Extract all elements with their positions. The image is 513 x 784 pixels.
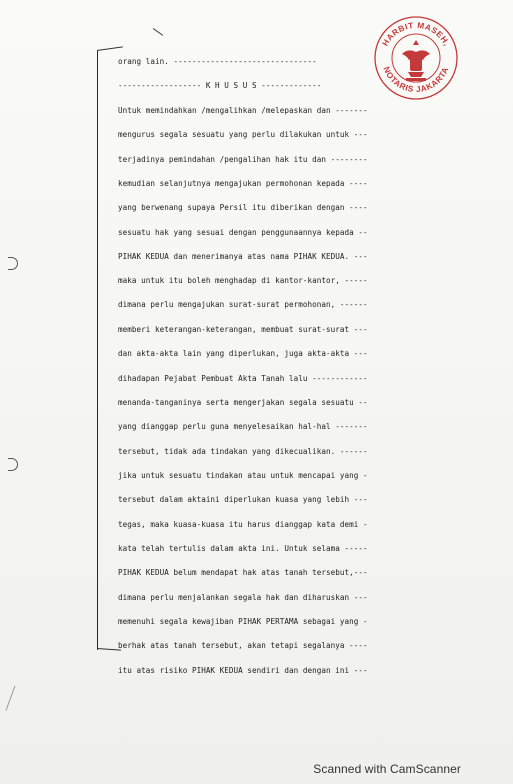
doc-line: PIHAK KEDUA dan menerimanya atas nama PIHAK KEDUA. --- [118,252,368,261]
doc-line: yang berwenang supaya Persil itu diberikan dengan ---- [118,203,368,212]
punch-hole-bottom [8,458,18,471]
doc-line: orang lain. ------------------------------- [118,57,317,66]
doc-line: dihadapan Pejabat Pembuat Akta Tanah lalu ------------ [118,374,368,383]
doc-line: mengurus segala sesuatu yang perlu dilakukan untuk --- [118,130,368,139]
seal-top-text: HARBIT MASEH, [380,20,452,48]
doc-line: kata telah tertulis dalam akta ini. Untuk selama ----- [118,544,368,553]
fold-crease [6,686,16,711]
doc-line: sesuatu hak yang sesuai dengan penggunaannya kepada -- [118,228,368,237]
camscanner-footer: Scanned with CamScanner [313,762,461,776]
doc-line: dimana perlu mengajukan surat-surat permohonan, ------ [118,300,368,309]
doc-line: kemudian selanjutnya mengajukan permohonan kepada ---- [118,179,368,188]
seal-bottom-text: NOTARIS JAKARTA [381,65,451,95]
doc-line: memberi keterangan-keterangan, membuat surat-surat --- [118,325,368,334]
doc-line: terjadinya pemindahan /pengalihan hak itu dan -------- [118,155,368,164]
punch-hole-top [8,257,18,270]
doc-line: PIHAK KEDUA belum mendapat hak atas tanah tersebut,--- [118,568,368,577]
doc-line: jika untuk sesuatu tindakan atau untuk mencapai yang - [118,471,368,480]
doc-line: menanda-tanganinya serta mengerjakan segala sesuatu -- [118,398,368,407]
doc-line: dan akta-akta lain yang diperlukan, juga akta-akta --- [118,349,368,358]
notary-seal [372,14,460,102]
doc-line: maka untuk itu boleh menghadap di kantor-kantor, ----- [118,276,368,285]
doc-line: berhak atas tanah tersebut, akan tetapi segalanya ---- [118,641,368,650]
doc-line: tersebut dalam aktaini diperlukan kuasa yang lebih --- [118,495,368,504]
margin-top-tick [97,46,123,51]
doc-line: itu atas risiko PIHAK KEDUA sendiri dan dengan ini --- [118,666,368,675]
pen-stroke-top [153,28,164,36]
garuda-emblem-icon [402,40,430,81]
left-margin-line [97,50,98,650]
doc-line: dimana perlu menjalankan segala hak dan diharuskan --- [118,593,368,602]
doc-line: memenuhi segala kewajiban PIHAK PERTAMA sebagai yang - [118,617,368,626]
doc-line: tersebut, tidak ada tindakan yang dikecualikan. ------ [118,447,368,456]
doc-line: yang dianggap perlu guna menyelesaikan hal-hal ------- [118,422,368,431]
doc-line: tegas, maka kuasa-kuasa itu harus dianggap kata demi - [118,520,368,529]
doc-line: ------------------ K H U S U S ------------- [118,81,322,90]
doc-line: Untuk memindahkan /mengalihkan /melepaskan dan ------- [118,106,368,115]
